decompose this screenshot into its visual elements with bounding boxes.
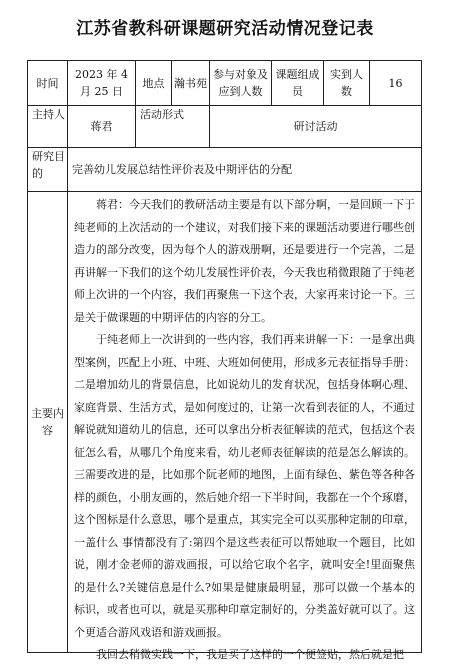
registration-table (27, 60, 422, 661)
activity-form-value: 研讨活动 (210, 106, 422, 148)
purpose-value: 完善幼儿发展总结性评价表及中期评估的分配 (68, 148, 422, 192)
content-paragraph: 蒋君：今天我们的教研活动主要是有以下部分啊，一是回顾一下于纯老师的上次活动的一个建议，对我们接下来的课题活动要进行哪些创造力的部分改变，因为每个人的游戏册啊，还是要进行一个完善，二是再讲解一下我们的这个幼儿发展性评价表，今天我也稍微跟随了于纯老师上次讲的一个内容，我们再聚焦一下这个表，大家再来讨论一下。三是关于做课题的中期评估的内容的分工。 (74, 198, 415, 324)
content-paragraph: 于纯老师上一次讲到的一些内容，我们再来讲解一下：一是拿出典型案例，匹配上小班、中班、大班如何使用，形成多元表征指导手册：二是增加幼儿的背景信息，比如说幼儿的发育状况，包括身体啊心理、家庭背景、生活方式，是如何度过的，让第一次看到表征的人，不通过解说就知道幼儿的信息，还可以拿出分析表征解读的范式，包括这个表征怎么看，从哪几个角度来看，幼儿老师表征解读的范是怎么解读的。三需要改进的是，比如那个阮老师的地图，上面有绿色、紫色等各种各样的颜色，小朋友画的，然后她介绍一下半时间，我都在一个个琢磨，这个图标是什么意思，哪个是重点，其实完全可以买那种定制的印章，一盖什么 事情都没有了:第四个是这些表征可以帮她取一个题目，比如说，刚才金老师的游戏画报，可以给它取个名字，就叫安全!里面聚焦的是什么?关键信息是什么?如果是健康最明显，那可以做一个基本的标识，或者也可以，就是买那种印章定制好的，分类盖好就可以了。这个更适合游风戏语和游戏画报。 (74, 333, 415, 639)
place-value: 瀚书苑 (172, 61, 210, 106)
participants-label: 参与对象及应到人数 (210, 61, 272, 106)
table-row (28, 61, 422, 106)
main-content-cell (68, 192, 422, 661)
document-title: 江苏省教科研课题研究活动情况登记表 (76, 19, 374, 39)
main-content-text (74, 194, 415, 661)
table-row (28, 148, 422, 192)
host-label: 主持人 (28, 106, 68, 148)
content-paragraph: 我回去稍微实践一下，我是买了这样的一个便签贴，然后就是把 (96, 648, 404, 661)
table-row (28, 192, 422, 653)
time-label: 时间 (28, 61, 68, 106)
actual-count-label: 实到人数 (324, 61, 370, 106)
actual-count-value: 16 (370, 61, 422, 106)
host-value: 蒋君 (68, 106, 136, 148)
place-label: 地点 (136, 61, 172, 106)
time-value: 2023 年 4 月 25 日 (68, 61, 136, 106)
main-content-label: 主要内容 (28, 192, 68, 653)
members-label: 课题组成员 (272, 61, 324, 106)
table-row (28, 106, 422, 148)
activity-form-label: 活动形式 (136, 106, 210, 148)
purpose-label: 研究目的 (28, 148, 68, 192)
